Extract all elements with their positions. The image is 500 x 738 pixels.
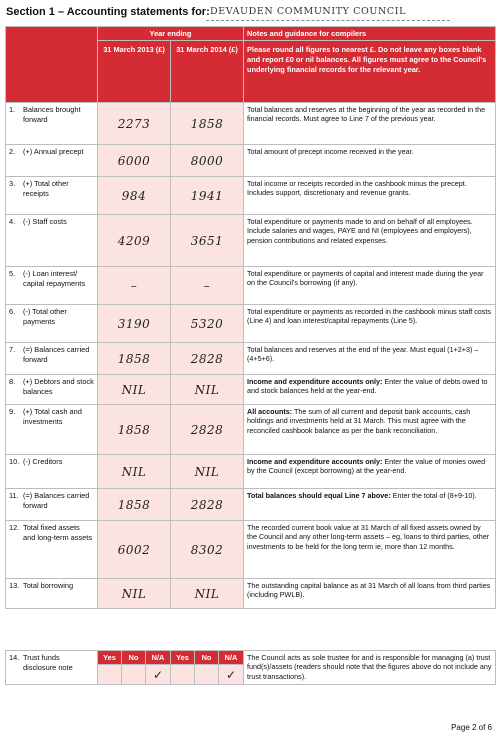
value-2014[interactable]: 5320: [171, 305, 244, 343]
guidance-text: Total balances and reserves at the end of the year. Must equal (1+2+3) – (4+5+6).: [247, 345, 479, 364]
row-guidance: [244, 521, 496, 579]
row-number: 12.: [9, 523, 20, 532]
notes-heading: Notes and guidance for compilers: [244, 27, 496, 41]
value-2014[interactable]: 8302: [171, 521, 244, 579]
trust-funds-table: [5, 650, 496, 685]
year-ending-heading: Year ending: [98, 27, 244, 41]
row-guidance: [244, 579, 496, 609]
row-14-number: 14.: [9, 653, 20, 662]
na-2014-header: N/A: [219, 651, 244, 665]
yes-2014-box[interactable]: [171, 665, 195, 685]
no-2013-box[interactable]: [122, 665, 146, 685]
value-2014[interactable]: NIL: [171, 455, 244, 489]
yes-2013-box[interactable]: [98, 665, 122, 685]
row-label-text: Balances brought forward: [23, 105, 81, 124]
row-label: [6, 267, 98, 305]
row-14-text: Trust funds disclosure note: [23, 653, 73, 672]
statement-row: [6, 405, 496, 455]
value-2013[interactable]: 1858: [98, 489, 171, 521]
row-label-text: Total borrowing: [23, 581, 74, 590]
value-2014[interactable]: 2828: [171, 489, 244, 521]
row-label-text: (+) Debtors and stock balances: [23, 377, 94, 396]
row-label: [6, 455, 98, 489]
guidance-bold-prefix: Total balances should equal Line 7 above:: [247, 491, 391, 500]
guidance-text: The outstanding capital balance as at 31 March of all loans from third parties (including PWLB).: [247, 581, 491, 600]
row-guidance: [244, 103, 496, 145]
row-label-text: (-) Staff costs: [23, 217, 67, 226]
row-label: [6, 489, 98, 521]
no-2014-header: No: [195, 651, 219, 665]
row-guidance: [244, 215, 496, 267]
na-2013-tick[interactable]: ✓: [146, 665, 171, 685]
section-title: Section 1 – Accounting statements for:: [6, 6, 210, 18]
value-2013[interactable]: 6002: [98, 521, 171, 579]
statement-row: [6, 375, 496, 405]
row-label: [6, 343, 98, 375]
value-2013[interactable]: 4209: [98, 215, 171, 267]
row-number: 8.: [9, 377, 16, 386]
row-label-text: (-) Creditors: [23, 457, 63, 466]
value-2013[interactable]: 3190: [98, 305, 171, 343]
value-2013[interactable]: 1858: [98, 343, 171, 375]
statement-row: [6, 177, 496, 215]
row-label-text: Total fixed assets and long-term assets: [23, 523, 93, 542]
page-number: Page 2 of 6: [451, 723, 492, 732]
row-guidance: [244, 405, 496, 455]
row-14-label: [6, 651, 98, 685]
row-label: [6, 177, 98, 215]
row-label-text: (=) Balances carried forward: [23, 345, 90, 364]
accounting-statements-table: [5, 26, 496, 609]
guidance-text: Total expenditure or payments made to and on behalf of all employees. Include salaries and wages, PAYE and NI (employees and employers), pension contributions and related expenses.: [247, 217, 473, 245]
statement-row: [6, 215, 496, 267]
value-2013[interactable]: NIL: [98, 455, 171, 489]
row-guidance: [244, 267, 496, 305]
na-2014-tick[interactable]: ✓: [219, 665, 244, 685]
row-label: [6, 521, 98, 579]
guidance-bold-prefix: All accounts:: [247, 407, 293, 416]
statement-row: [6, 343, 496, 375]
row-number: 3.: [9, 179, 16, 188]
row-label-text: (-) Total other payments: [23, 307, 67, 326]
guidance-text: Enter the value of debts owed to and stock balances held at the year-end.: [247, 377, 488, 396]
row-label-text: (-) Loan interest/ capital repayments: [23, 269, 86, 288]
table-header-blank: [6, 27, 98, 103]
statement-row: [6, 305, 496, 343]
yes-2013-header: Yes: [98, 651, 122, 665]
row-number: 5.: [9, 269, 16, 278]
row-label-text: (+) Annual precept: [23, 147, 84, 156]
guidance-text: Total expenditure or payments as recorded in the cashbook minus staff costs (Line 4) and loan interest/capital repayments (Line 5).: [247, 307, 491, 326]
guidance-text: Total amount of precept income received in the year.: [247, 147, 414, 156]
row-guidance: [244, 489, 496, 521]
guidance-text: Total balances and reserves at the beginning of the year as recorded in the financial records. Must agree to Line 7 of the previous year.: [247, 105, 486, 124]
value-2013[interactable]: 1858: [98, 405, 171, 455]
row-label: [6, 579, 98, 609]
row-label: [6, 145, 98, 177]
guidance-text: Total expenditure or payments of capital and interest made during the year on the Council's borrowing (if any).: [247, 269, 484, 288]
row-label: [6, 215, 98, 267]
no-2014-box[interactable]: [195, 665, 219, 685]
value-2014[interactable]: NIL: [171, 579, 244, 609]
guidance-text: Enter the value of monies owed by the Council (except borrowing) at the year-end.: [247, 457, 486, 476]
row-number: 7.: [9, 345, 16, 354]
row-label: [6, 405, 98, 455]
row-guidance: [244, 375, 496, 405]
row-number: 10.: [9, 457, 20, 466]
guidance-bold-prefix: Income and expenditure accounts only:: [247, 377, 383, 386]
statement-row: [6, 145, 496, 177]
value-2013[interactable]: 6000: [98, 145, 171, 177]
col-2013-heading: 31 March 2013 (£): [98, 41, 171, 103]
row-guidance: [244, 145, 496, 177]
row-label: [6, 103, 98, 145]
value-2013[interactable]: 2273: [98, 103, 171, 145]
guidance-text: The recorded current book value at 31 March of all fixed assets owned by the Council and any other long-term assets – eg, loans to third parties, other investments to be held for the long term ie, more than 12 months.: [247, 523, 490, 551]
guidance-bold-prefix: Income and expenditure accounts only:: [247, 457, 383, 466]
value-2014[interactable]: NIL: [171, 375, 244, 405]
statement-row: [6, 455, 496, 489]
guidance-text: Total income or receipts recorded in the cashbook minus the precept. Includes support, discretionary and revenue grants.: [247, 179, 467, 198]
value-2013[interactable]: –: [98, 267, 171, 305]
value-2014[interactable]: 2828: [171, 405, 244, 455]
statement-row: [6, 579, 496, 609]
row-number: 2.: [9, 147, 16, 156]
yes-2014-header: Yes: [171, 651, 195, 665]
statement-row: [6, 521, 496, 579]
statement-row: [6, 267, 496, 305]
value-2013[interactable]: NIL: [98, 579, 171, 609]
row-number: 4.: [9, 217, 16, 226]
col-2014-heading: 31 March 2014 (£): [171, 41, 244, 103]
value-2014[interactable]: 2828: [171, 343, 244, 375]
value-2014[interactable]: 3651: [171, 215, 244, 267]
row-label: [6, 305, 98, 343]
row-guidance: [244, 305, 496, 343]
no-2013-header: No: [122, 651, 146, 665]
na-2013-header: N/A: [146, 651, 171, 665]
row-label-text: (=) Balances carried forward: [23, 491, 90, 510]
row-label-text: (+) Total other receipts: [23, 179, 69, 198]
value-2014[interactable]: 1941: [171, 177, 244, 215]
row-label: [6, 375, 98, 405]
section-header: [6, 4, 494, 22]
guidance-text: The sum of all current and deposit bank accounts, cash holdings and investments held at 31 March. This must agree with the reconciled cashbook balance as per the bank reconciliation.: [247, 407, 471, 435]
row-guidance: [244, 177, 496, 215]
council-name-field: DEVAUDEN COMMUNITY COUNCIL: [206, 4, 450, 21]
value-2013[interactable]: NIL: [98, 375, 171, 405]
row-label-text: (+) Total cash and investments: [23, 407, 82, 426]
value-2014[interactable]: –: [171, 267, 244, 305]
row-number: 6.: [9, 307, 16, 316]
row-number: 11.: [9, 491, 19, 500]
statement-row: [6, 489, 496, 521]
row-14-guidance: The Council acts as sole trustee for and is responsible for managing (a) trust fund(s)/assets (readers should note that the figures above do not include any trust transactions).: [244, 651, 496, 685]
notes-intro: Please round all figures to nearest £. Do not leave any boxes blank and report £0 or nil balances. All figures must agree to the Council's underlying financial records for the relevant year.: [244, 41, 496, 103]
row-guidance: [244, 343, 496, 375]
row-number: 9.: [9, 407, 16, 416]
row-guidance: [244, 455, 496, 489]
row-number: 13.: [9, 581, 20, 590]
row-number: 1.: [9, 105, 16, 114]
value-2014[interactable]: 8000: [171, 145, 244, 177]
statement-row: [6, 103, 496, 145]
value-2013[interactable]: 984: [98, 177, 171, 215]
guidance-text: Enter the total of (8+9-10).: [392, 491, 477, 500]
value-2014[interactable]: 1858: [171, 103, 244, 145]
